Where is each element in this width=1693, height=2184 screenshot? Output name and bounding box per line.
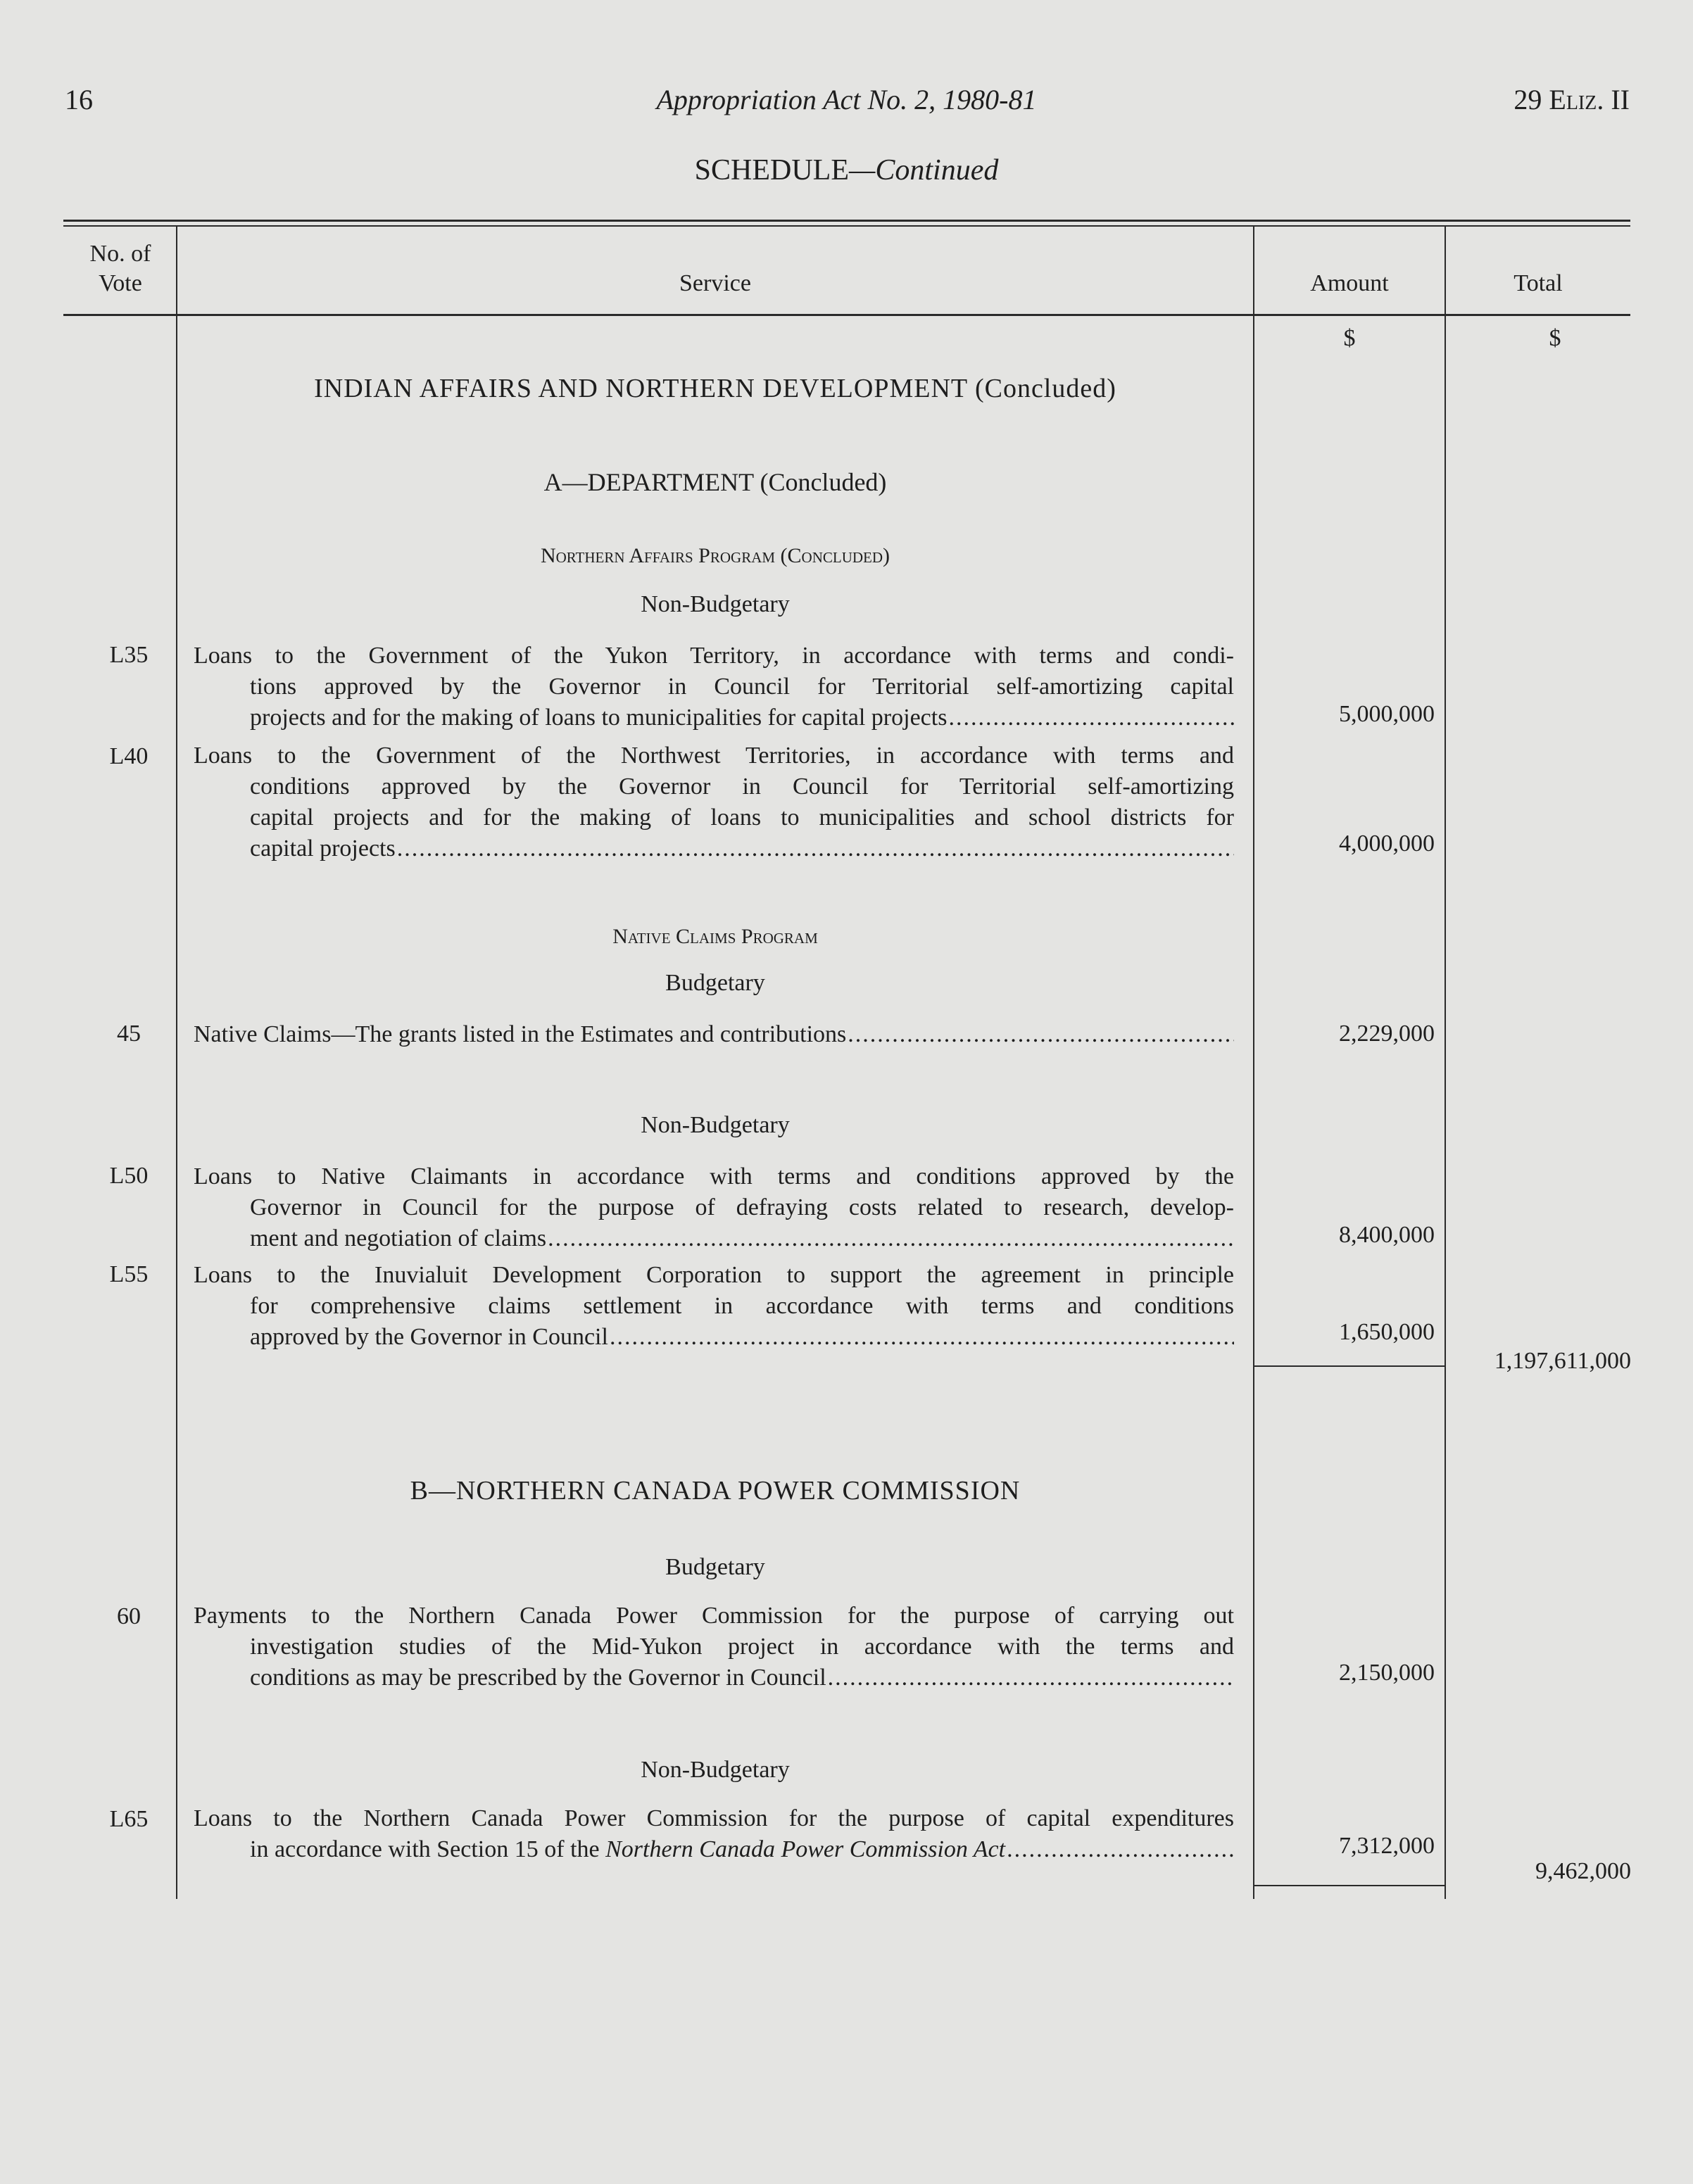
service-text-line: ment and negotiation of claims (250, 1225, 547, 1251)
service-text-line: projects and for the making of loans to municipalities for capital projects (250, 705, 948, 731)
table-top-rule-2 (63, 225, 1630, 227)
service-text-line: capital projects and for the making of loans to municipalities and school districts for (250, 804, 1234, 831)
vote-number: 60 (117, 1603, 141, 1629)
service-text-segment: in accordance with Section 15 of the (250, 1836, 606, 1862)
service-text-line (250, 1834, 1005, 1865)
service-text-line: Governor in Council for the purpose of defraying costs related to research, develop- (250, 1194, 1234, 1220)
service-text-line: approved by the Governor in Council (250, 1324, 608, 1350)
service-text-line: Loans to the Inuvialuit Development Corporation to support the agreement in principle (194, 1262, 1234, 1288)
dot-leader (548, 1223, 1234, 1254)
dot-leader (1007, 1834, 1234, 1865)
vote-number: L40 (109, 743, 149, 769)
column-header-vote-line2: Vote (99, 270, 142, 296)
service-item-l55 (194, 1260, 1234, 1353)
northern-nonbudgetary-heading: Non-Budgetary (641, 591, 790, 617)
vote-number: L65 (109, 1806, 149, 1832)
service-item-l65 (194, 1803, 1234, 1865)
commission-budgetary-heading: Budgetary (665, 1554, 765, 1580)
regnal-year: 29 Eliz. II (1513, 84, 1630, 115)
northern-affairs-program-heading: Northern Affairs Program (Concluded) (540, 544, 890, 567)
column-header-vote (65, 239, 176, 298)
service-text-line: Native Claims—The grants listed in the Estimates and contributions (194, 1021, 847, 1047)
column-header-amount: Amount (1310, 270, 1389, 296)
dot-leader (610, 1322, 1234, 1353)
amount-column-right-divider (1445, 227, 1446, 1899)
vote-number: L35 (109, 642, 149, 668)
service-text-line: conditions approved by the Governor in Council for Territorial self-amortizing (250, 774, 1234, 800)
native-nonbudgetary-heading: Non-Budgetary (641, 1112, 790, 1138)
service-item-60 (194, 1601, 1234, 1693)
table-top-rule-1 (63, 220, 1630, 222)
amount-value: 4,000,000 (1339, 831, 1435, 857)
commission-nonbudgetary-heading: Non-Budgetary (641, 1757, 790, 1783)
amount-value: 7,312,000 (1339, 1833, 1435, 1859)
service-text-line: Payments to the Northern Canada Power Commission for the purpose of carrying out (194, 1603, 1234, 1629)
subtotal-rule-commission (1253, 1885, 1446, 1886)
dot-leader (397, 833, 1234, 864)
column-header-service: Service (679, 270, 751, 296)
service-text-line: Loans to the Northern Canada Power Commission for the purpose of capital expenditures (194, 1805, 1234, 1831)
service-text-line: Loans to Native Claimants in accordance with terms and conditions approved by the (194, 1163, 1234, 1189)
native-claims-program-heading: Native Claims Program (612, 925, 818, 948)
vote-number: L50 (109, 1163, 149, 1189)
vote-number: L55 (109, 1261, 149, 1287)
department-total-value: 1,197,611,000 (1494, 1348, 1631, 1374)
commission-heading: B—NORTHERN CANADA POWER COMMISSION (410, 1476, 1021, 1506)
amount-currency-symbol: $ (1343, 325, 1356, 351)
service-text-line: tions approved by the Governor in Council for Territorial self-amortizing capital (250, 674, 1234, 700)
running-title: Appropriation Act No. 2, 1980-81 (656, 84, 1037, 115)
native-budgetary-heading: Budgetary (665, 970, 765, 996)
dot-leader (828, 1662, 1234, 1693)
service-text-line: for comprehensive claims settlement in accordance with terms and conditions (250, 1293, 1234, 1319)
service-item-l40 (194, 740, 1234, 864)
service-item-l50 (194, 1161, 1234, 1254)
service-text-line: Loans to the Government of the Yukon Territory, in accordance with terms and condi- (194, 643, 1234, 669)
page-number: 16 (65, 84, 93, 115)
service-text-line: investigation studies of the Mid-Yukon project in accordance with the terms and (250, 1634, 1234, 1660)
amount-column-left-divider (1253, 227, 1254, 1899)
service-text-leader-line (194, 1223, 1234, 1254)
act-name: Northern Canada Power Commission Act (605, 1836, 1006, 1862)
ministry-heading: INDIAN AFFAIRS AND NORTHERN DEVELOPMENT (Concluded) (314, 374, 1116, 403)
column-header-rule (63, 314, 1630, 316)
service-text-leader-line (194, 1834, 1234, 1865)
amount-value: 2,150,000 (1339, 1660, 1435, 1686)
service-text-line: conditions as may be prescribed by the Governor in Council (250, 1665, 826, 1691)
service-text-leader-line (194, 702, 1234, 733)
service-text-line: capital projects (250, 835, 396, 861)
amount-value: 2,229,000 (1339, 1021, 1435, 1047)
subtotal-rule-department (1253, 1365, 1446, 1367)
schedule-title (0, 153, 1693, 187)
amount-value: 5,000,000 (1339, 701, 1435, 727)
service-text-line: Loans to the Government of the Northwest Territories, in accordance with terms and (194, 743, 1234, 769)
dot-leader (848, 1019, 1234, 1050)
schedule-title-main: SCHEDULE (694, 154, 849, 187)
schedule-title-suffix: —Continued (849, 154, 999, 187)
department-heading: A—DEPARTMENT (Concluded) (543, 468, 887, 496)
column-header-total: Total (1513, 270, 1563, 296)
service-text-leader-line (194, 1662, 1234, 1693)
amount-value: 8,400,000 (1339, 1222, 1435, 1248)
total-currency-symbol: $ (1549, 325, 1561, 351)
service-text-leader-line (194, 1019, 1234, 1050)
dot-leader (948, 702, 1234, 733)
service-item-45 (194, 1019, 1234, 1050)
service-text-leader-line (194, 833, 1234, 864)
service-item-l35 (194, 640, 1234, 733)
service-text-leader-line (194, 1322, 1234, 1353)
column-header-vote-line1: No. of (89, 241, 151, 267)
commission-total-value: 9,462,000 (1535, 1858, 1631, 1884)
amount-value: 1,650,000 (1339, 1319, 1435, 1345)
vote-number: 45 (117, 1021, 141, 1047)
